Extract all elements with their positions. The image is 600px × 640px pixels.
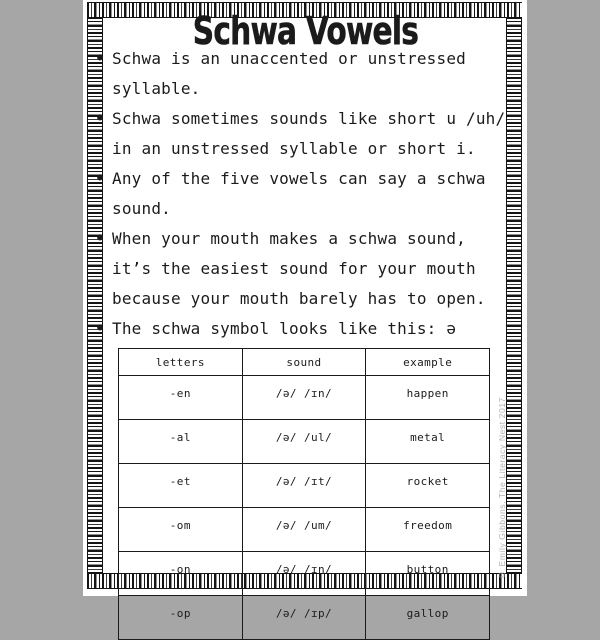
bullet-item: • When your mouth makes a schwa sound, it’s the easiest sound for your mouth because your mouth barely has to open.	[96, 224, 506, 314]
bullet-item: • Schwa sometimes sounds like short u /uh/ in an unstressed syllable or short i.	[96, 104, 506, 164]
table-row	[119, 596, 490, 640]
table-cell: rocket	[366, 464, 490, 508]
table-cell: /ə/ /um/	[242, 508, 366, 552]
table-cell: happen	[366, 376, 490, 420]
table-cell: freedom	[366, 508, 490, 552]
table-row	[119, 552, 490, 596]
ticking-border-right	[506, 2, 522, 589]
table-row	[119, 508, 490, 552]
schwa-table	[118, 348, 490, 640]
page-content	[104, 9, 506, 620]
table-header-cell: sound	[242, 349, 366, 376]
table-cell: /ə/ /ɪn/	[242, 376, 366, 420]
bullet-item: • Any of the five vowels can say a schwa sound.	[96, 164, 506, 224]
table-cell: -op	[119, 596, 243, 640]
table-header-cell: letters	[119, 349, 243, 376]
table-cell: -et	[119, 464, 243, 508]
bullet-item: • Schwa is an unaccented or unstressed syllable.	[96, 44, 506, 104]
table-header-cell: example	[366, 349, 490, 376]
table-row	[119, 376, 490, 420]
page-title-text: Schwa Vowels	[192, 9, 418, 53]
table-cell: -al	[119, 420, 243, 464]
table-cell: gallop	[366, 596, 490, 640]
worksheet-page	[83, 0, 527, 620]
bullet-item: • The schwa symbol looks like this: ə	[96, 314, 506, 344]
table-cell: button	[366, 552, 490, 596]
page-title	[104, 9, 506, 53]
table-cell: -om	[119, 508, 243, 552]
table-cell: /ə/ /ɪn/	[242, 552, 366, 596]
table-cell: metal	[366, 420, 490, 464]
table-cell: -en	[119, 376, 243, 420]
table-cell: /ə/ /ɪt/	[242, 464, 366, 508]
table-cell: -on	[119, 552, 243, 596]
table-row	[119, 420, 490, 464]
table-row	[119, 464, 490, 508]
table-cell: /ə/ /ɪp/	[242, 596, 366, 640]
table-cell: /ə/ /ul/	[242, 420, 366, 464]
table-header-row	[119, 349, 490, 376]
bullet-list	[96, 44, 506, 344]
copyright-watermark: © Emily Gibbons, The Literacy Nest 2017	[497, 396, 507, 580]
